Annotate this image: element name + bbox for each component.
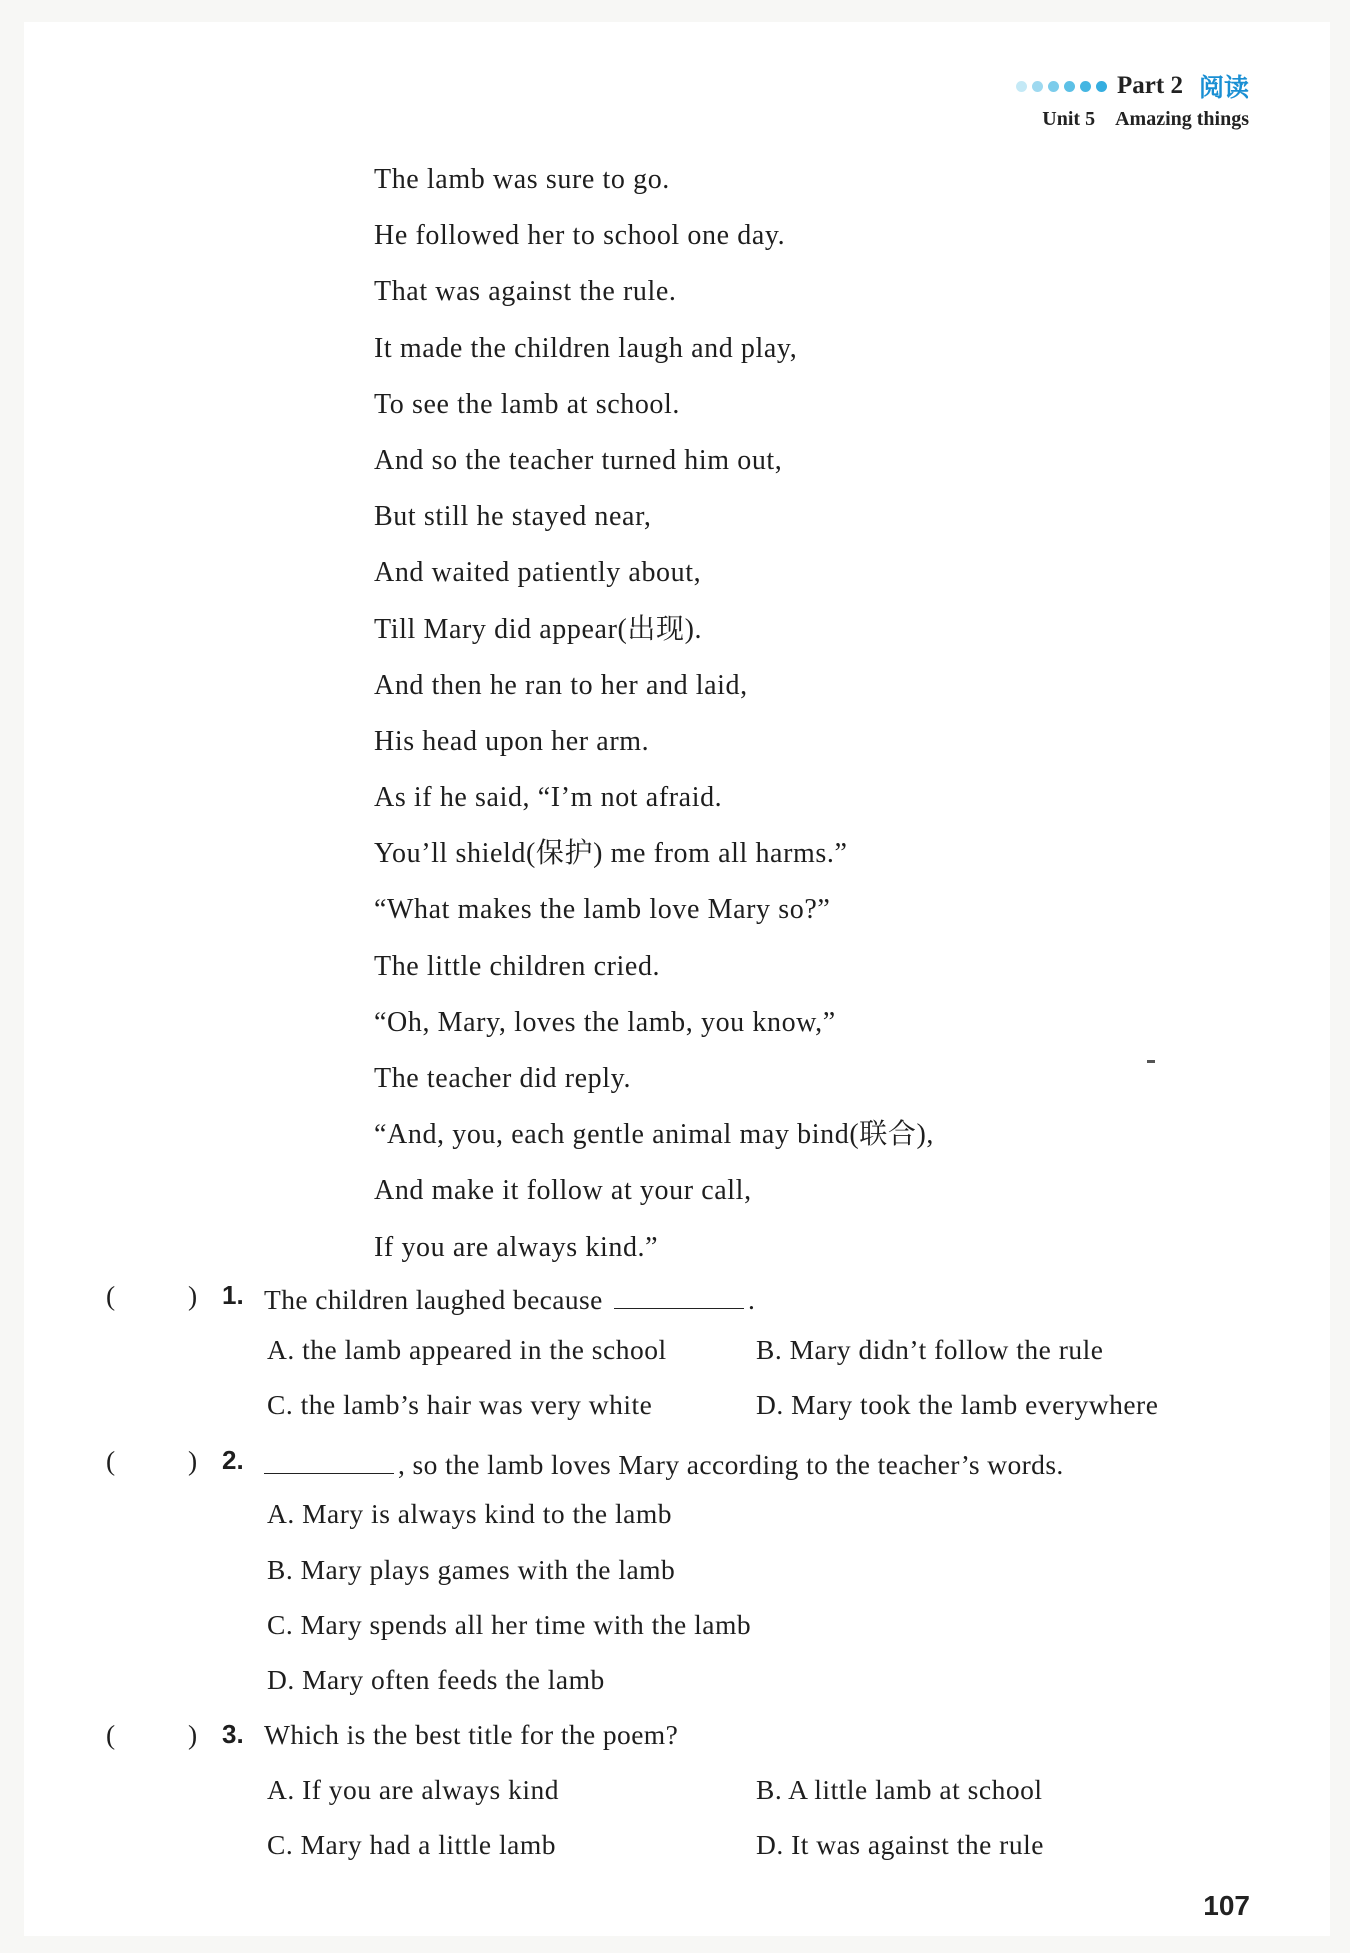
unit-label: Unit 5: [1042, 108, 1096, 130]
option-2c[interactable]: C. Mary spends all her time with the lamb: [267, 1609, 752, 1640]
poem-line: And then he ran to her and laid,: [374, 669, 748, 701]
poem-line: And so the teacher turned him out,: [374, 444, 783, 476]
poem-line: To see the lamb at school.: [374, 388, 681, 420]
option-3d[interactable]: D. It was against the rule: [756, 1829, 1044, 1860]
poem-line: And make it follow at your call,: [374, 1175, 752, 1207]
question-stem: The children laughed because: [264, 1284, 603, 1315]
option-2a[interactable]: A. Mary is always kind to the lamb: [267, 1498, 672, 1529]
poem-line: The teacher did reply.: [374, 1063, 632, 1094]
question-text: Which is the best title for the poem?: [264, 1719, 679, 1750]
answer-paren-close: ): [188, 1445, 198, 1476]
unit-title: Amazing things: [1115, 108, 1249, 130]
poem-line: You’ll shield(保护) me from all harms.”: [374, 838, 848, 870]
stray-mark: [1147, 1060, 1155, 1063]
poem-line: “And, you, each gentle animal may bind(联合),: [374, 1119, 934, 1151]
answer-paren-close: ): [188, 1719, 198, 1750]
poem-line: “What makes the lamb love Mary so?”: [374, 894, 831, 926]
answer-paren-open: (: [106, 1445, 116, 1476]
poem-line: Till Mary did appear(出现).: [374, 613, 703, 645]
poem-line: The lamb was sure to go.: [374, 164, 670, 195]
poem-line: But still he stayed near,: [374, 501, 652, 533]
option-1c[interactable]: C. the lamb’s hair was very white: [267, 1389, 653, 1420]
option-1d[interactable]: D. Mary took the lamb everywhere: [756, 1389, 1159, 1420]
answer-paren-open: (: [106, 1719, 116, 1750]
question-text: [264, 1280, 755, 1316]
option-1b[interactable]: B. Mary didn’t follow the rule: [756, 1334, 1104, 1365]
question-number: 2.: [222, 1445, 244, 1475]
page-header: [1016, 68, 1249, 131]
answer-blank[interactable]: [614, 1280, 744, 1309]
unit-line: [1016, 108, 1249, 131]
question-number: 1.: [222, 1280, 244, 1310]
poem-line: And waited patiently about,: [374, 557, 702, 589]
part-label: Part 2: [1117, 72, 1183, 99]
poem-line: That was against the rule.: [374, 276, 677, 308]
option-3b[interactable]: B. A little lamb at school: [756, 1774, 1043, 1805]
poem-line: As if he said, “I’m not afraid.: [374, 782, 723, 814]
header-part-line: [1016, 68, 1249, 104]
poem-line: He followed her to school one day.: [374, 220, 786, 252]
answer-paren-open: (: [106, 1280, 116, 1311]
part-label-cn: 阅读: [1198, 73, 1249, 102]
poem-line: The little children cried.: [374, 950, 661, 982]
question-end: .: [748, 1284, 756, 1315]
page-number: 107: [1203, 1890, 1250, 1921]
option-2d[interactable]: D. Mary often feeds the lamb: [267, 1664, 605, 1695]
poem-text: [374, 160, 934, 1284]
answer-blank[interactable]: [264, 1445, 394, 1474]
poem-line: It made the children laugh and play,: [374, 332, 798, 364]
option-2b[interactable]: B. Mary plays games with the lamb: [267, 1554, 676, 1585]
question-number: 3.: [222, 1719, 244, 1749]
poem-line: “Oh, Mary, loves the lamb, you know,”: [374, 1006, 836, 1038]
option-3a[interactable]: A. If you are always kind: [267, 1774, 559, 1805]
answer-paren-close: ): [188, 1280, 198, 1311]
question-stem: , so the lamb loves Mary according to the teacher’s words.: [398, 1449, 1064, 1480]
option-1a[interactable]: A. the lamb appeared in the school: [267, 1334, 667, 1365]
option-3c[interactable]: C. Mary had a little lamb: [267, 1829, 556, 1860]
question-text: [264, 1445, 1064, 1481]
poem-line: His head upon her arm.: [374, 725, 650, 757]
dots-decoration-icon: [1016, 81, 1107, 92]
poem-line: If you are always kind.”: [374, 1231, 659, 1263]
